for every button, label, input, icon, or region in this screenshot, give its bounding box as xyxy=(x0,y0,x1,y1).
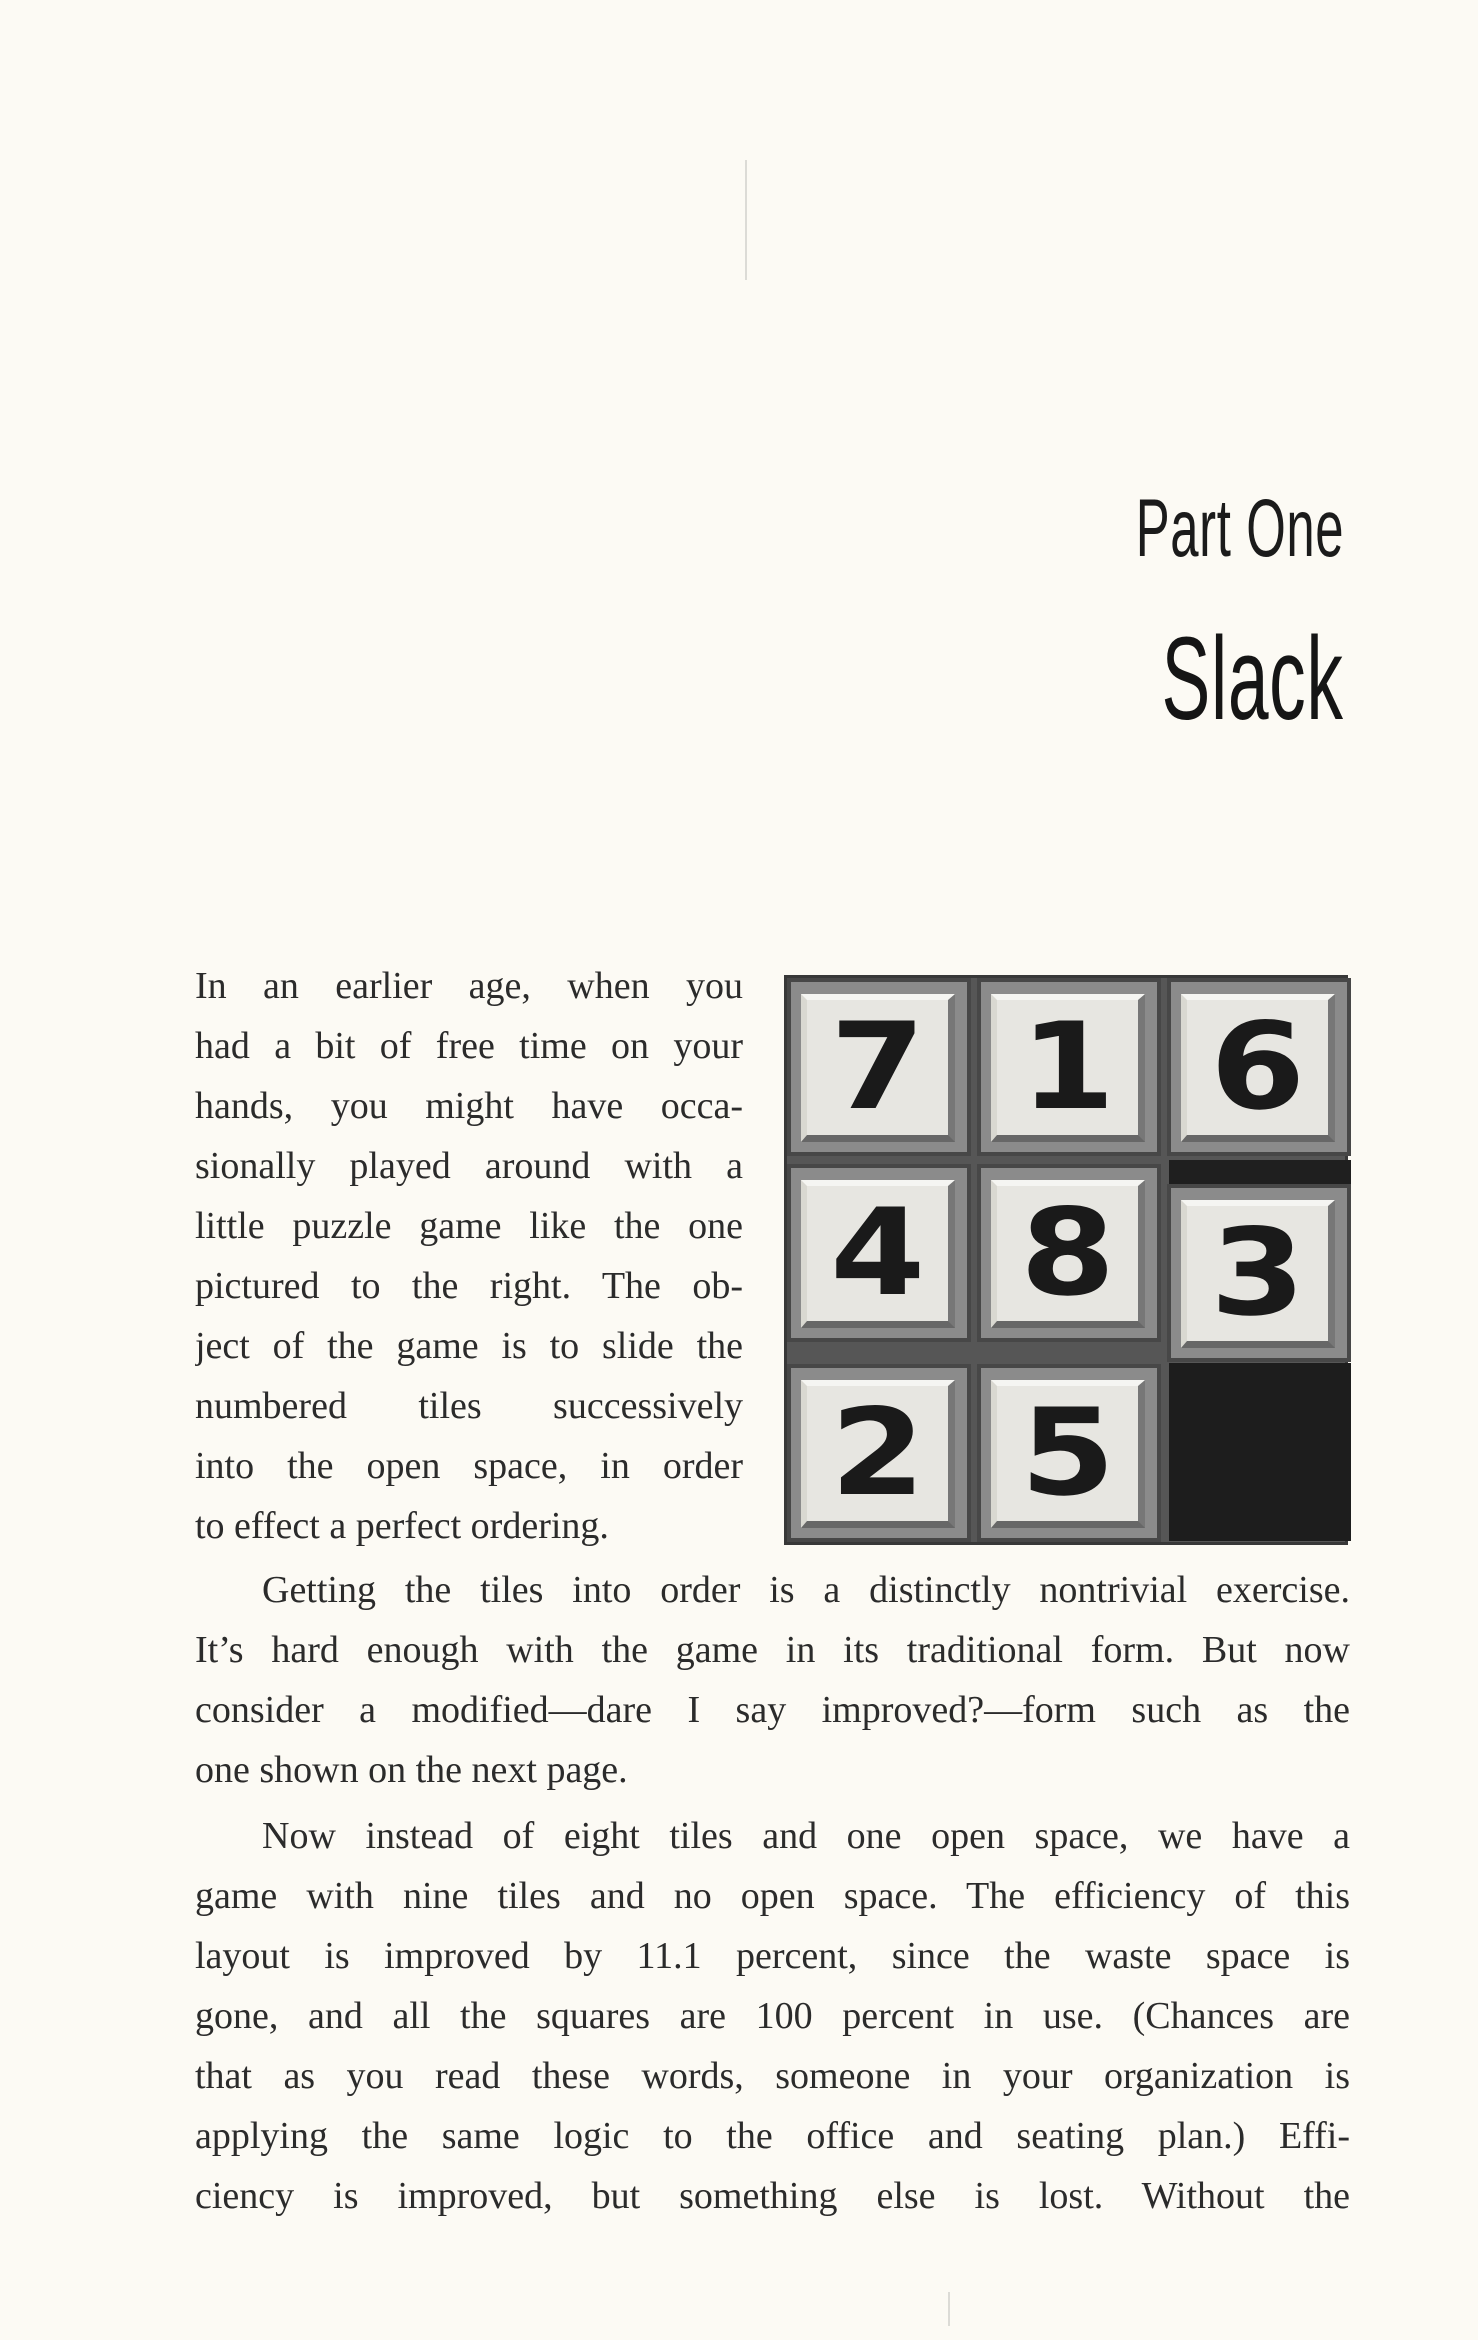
body-text-line: little puzzle game like the one xyxy=(195,1205,743,1247)
puzzle-open-space xyxy=(1169,1363,1351,1541)
body-text-line: applying the same logic to the office and seating plan.) Effi- xyxy=(195,2115,1350,2157)
puzzle-tile-1 xyxy=(977,978,1161,1156)
body-text-line: numbered tiles successively xyxy=(195,1385,743,1427)
tile-face xyxy=(991,994,1145,1142)
tile-face xyxy=(991,1380,1145,1528)
body-text-line: had a bit of free time on your xyxy=(195,1025,743,1067)
sliding-puzzle-image xyxy=(784,975,1348,1545)
puzzle-tile-8 xyxy=(977,1164,1161,1342)
tile-number: 5 xyxy=(1019,1383,1116,1523)
scan-line-bottom xyxy=(948,2292,950,2326)
tile-face xyxy=(1181,1200,1335,1348)
body-text-line: to effect a perfect ordering. xyxy=(195,1505,609,1547)
tile-number: 7 xyxy=(829,997,926,1137)
body-text-line: layout is improved by 11.1 percent, since the waste space is xyxy=(195,1935,1350,1977)
puzzle-shadow-strip xyxy=(1169,1160,1351,1184)
puzzle-tile-4 xyxy=(787,1164,971,1342)
body-text-line: one shown on the next page. xyxy=(195,1749,628,1791)
tile-face xyxy=(801,994,955,1142)
body-text-line: game with nine tiles and no open space. The efficiency of this xyxy=(195,1875,1350,1917)
body-text-line: Now instead of eight tiles and one open space, we have a xyxy=(262,1815,1350,1857)
body-text-line: It’s hard enough with the game in its traditional form. But now xyxy=(195,1629,1350,1671)
scan-line-top xyxy=(745,160,747,280)
part-label: Part One xyxy=(1135,483,1344,574)
puzzle-tile-7 xyxy=(787,978,971,1156)
body-text-line: into the open space, in order xyxy=(195,1445,743,1487)
body-text-line: ject of the game is to slide the xyxy=(195,1325,743,1367)
body-text-line: pictured to the right. The ob- xyxy=(195,1265,743,1307)
puzzle-tile-5 xyxy=(977,1364,1161,1542)
puzzle-tile-6 xyxy=(1167,978,1351,1156)
body-text-line: In an earlier age, when you xyxy=(195,965,743,1007)
tile-face xyxy=(801,1380,955,1528)
tile-face xyxy=(991,1180,1145,1328)
tile-number: 1 xyxy=(1019,997,1116,1137)
part-title: Slack xyxy=(1162,613,1344,745)
tile-face xyxy=(801,1180,955,1328)
body-text-line: Getting the tiles into order is a distinctly nontrivial exercise. xyxy=(262,1569,1350,1611)
body-text-line: hands, you might have occa- xyxy=(195,1085,743,1127)
tile-number: 3 xyxy=(1209,1203,1306,1343)
tile-number: 4 xyxy=(829,1183,926,1323)
puzzle-tile-3 xyxy=(1167,1184,1351,1362)
tile-face xyxy=(1181,994,1335,1142)
body-text-line: that as you read these words, someone in your organization is xyxy=(195,2055,1350,2097)
tile-number: 8 xyxy=(1019,1183,1116,1323)
body-text-line: ciency is improved, but something else is lost. Without the xyxy=(195,2175,1350,2217)
body-text-line: consider a modified—dare I say improved?—form such as the xyxy=(195,1689,1350,1731)
body-text-line: sionally played around with a xyxy=(195,1145,743,1187)
tile-number: 2 xyxy=(829,1383,926,1523)
puzzle-tile-2 xyxy=(787,1364,971,1542)
body-text-line: gone, and all the squares are 100 percent in use. (Chances are xyxy=(195,1995,1350,2037)
tile-number: 6 xyxy=(1209,997,1306,1137)
